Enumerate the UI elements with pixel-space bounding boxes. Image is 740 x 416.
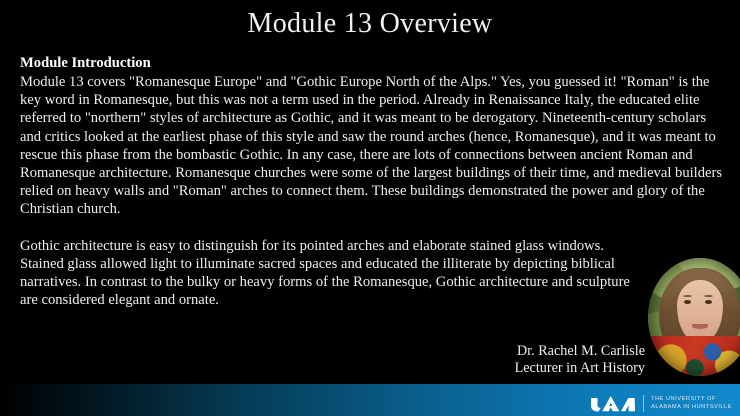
instructor-signature: [300, 343, 645, 377]
university-logo: [590, 395, 732, 412]
instructor-role: Lecturer in Art History: [514, 359, 645, 376]
paragraph-spacer: [20, 219, 726, 237]
logo-wordmark-line-2: ALABAMA IN HUNTSVILLE: [651, 403, 732, 410]
instructor-portrait-image: [648, 258, 740, 376]
paragraph-one: Module 13 covers "Romanesque Europe" and "Gothic Europe North of the Alps." Yes, you guessed it! "Roman" is the key word in Romanesque, but this was not a term used in the period. Already in Renaissance Italy, the educated elite referred to "northern" styles of architecture as Gothic, and it was meant to be derogatory. Nineteenth-century scholars and critics looked at the earliest phase of this style and saw the round arches (hence, Romanesque), and it was meant to rescue this phase from the bombastic Gothic. In any case, there are lots of connections between ancient Roman and Romanesque architecture. Romanesque churches were some of the largest buildings of their time, and medieval builders relied on heavy walls and "Roman" arches to connect them. These buildings demonstrated the power and glory of the Christian church.: [20, 74, 723, 218]
footer-brand-bar: [0, 384, 740, 416]
logo-wordmark-line-1: THE UNIVERSITY OF: [651, 395, 717, 402]
section-heading: Module Introduction: [20, 55, 151, 71]
instructor-name: Dr. Rachel M. Carlisle: [516, 343, 645, 359]
page-title: Module 13 Overview: [247, 8, 493, 39]
logo-wordmark: [651, 396, 732, 411]
body-content: [20, 54, 726, 309]
logo-divider: [643, 395, 644, 412]
paragraph-two: Gothic architecture is easy to distinguish for its pointed arches and elaborate stained glass windows. Stained glass allowed light to illuminate sacred spaces and educated the illiterate by depicting biblical narratives. In contrast to the bulky or heavy forms of the Romanesque, Gothic architecture and sculpture are considered elegant and ornate.: [20, 237, 630, 309]
uah-monogram-icon: [590, 395, 636, 412]
